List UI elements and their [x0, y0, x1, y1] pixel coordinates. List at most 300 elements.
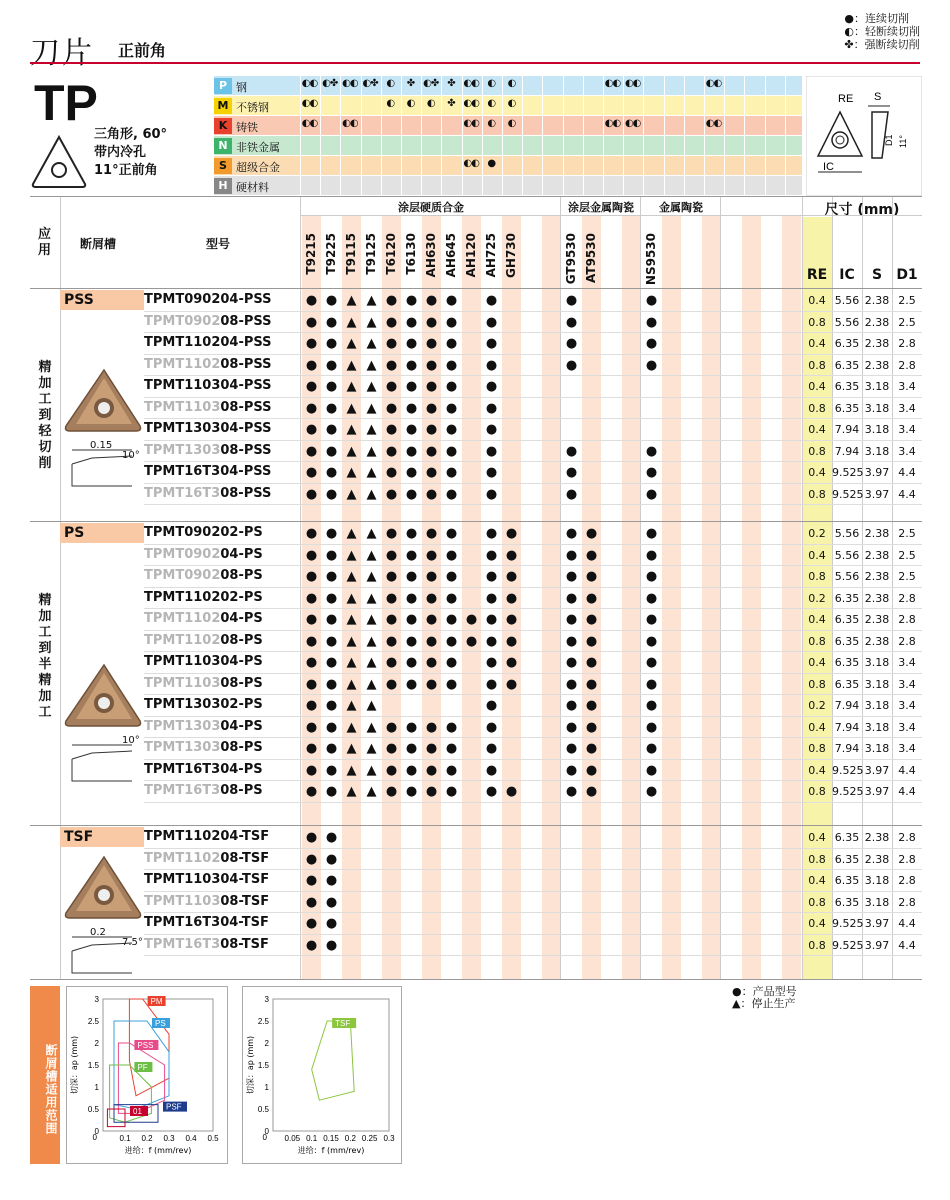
- available-mark: ●: [485, 698, 498, 713]
- available-mark: ●: [445, 569, 458, 584]
- y-tick-label: 0.5: [257, 1105, 269, 1114]
- discontinued-mark: ▲: [346, 676, 357, 692]
- available-mark: ●: [445, 357, 458, 373]
- dim-ic: 7.94: [834, 742, 860, 755]
- discontinued-mark: ▲: [346, 547, 357, 563]
- material-grid-line: [765, 76, 766, 95]
- x-origin-label: 0: [92, 1133, 97, 1142]
- dim-ic: 6.35: [834, 874, 860, 887]
- model-number: [144, 486, 271, 501]
- available-mark: ●: [645, 293, 658, 308]
- dim-ic: 6.35: [834, 613, 860, 626]
- dim-s: 2.38: [864, 337, 890, 350]
- material-grid-line: [643, 136, 644, 155]
- material-mark: ◐◐: [604, 118, 621, 129]
- chart-right-frame: [242, 986, 402, 1164]
- use-pss: 精加工到轻切削: [38, 360, 52, 471]
- material-grid-line: [684, 96, 685, 115]
- model-suffix: 08-PSS: [220, 399, 272, 415]
- column-divider: [60, 197, 61, 979]
- available-mark: ●: [305, 873, 318, 888]
- available-mark: ●: [485, 633, 498, 649]
- available-mark: ●: [385, 784, 398, 799]
- material-grid-line: [785, 116, 786, 135]
- material-grid-line: [563, 176, 564, 195]
- dim-ic: 9.525: [832, 466, 864, 479]
- discontinued-mark: ▲: [366, 357, 377, 373]
- available-mark: ●: [385, 762, 398, 778]
- dim-s: 2.38: [864, 613, 890, 626]
- available-mark: ●: [405, 379, 418, 394]
- row-rule: [144, 504, 922, 505]
- available-mark: ●: [645, 569, 658, 584]
- material-grid-line: [563, 116, 564, 135]
- available-mark: ●: [305, 894, 318, 910]
- available-mark: ●: [305, 830, 318, 845]
- grade-t9225: T9225: [324, 233, 338, 275]
- material-grid-line: [361, 136, 362, 155]
- dim-s: 3.97: [864, 763, 890, 777]
- material-mark: ◐◐: [624, 78, 641, 89]
- legend-product: ●：产品型号: [732, 985, 797, 998]
- material-grid-line: [704, 96, 705, 115]
- dim-re: 0.4: [808, 917, 826, 930]
- available-mark: ●: [505, 655, 518, 670]
- model-number: [144, 547, 263, 562]
- available-mark: ●: [405, 357, 418, 373]
- discontinued-mark: ▲: [346, 762, 357, 778]
- material-grid-line: [401, 176, 402, 195]
- material-mark: ◐◐: [705, 118, 722, 129]
- available-mark: ●: [305, 633, 318, 649]
- available-mark: ●: [425, 336, 438, 351]
- discontinued-mark: ▲: [346, 422, 357, 437]
- material-grid-line: [563, 136, 564, 155]
- available-mark: ●: [485, 784, 498, 799]
- desc-rake: 11°正前角: [94, 163, 158, 178]
- dim-diagram-d1-label: D1: [884, 134, 894, 146]
- material-grid-line: [482, 136, 483, 155]
- available-mark: ●: [645, 547, 658, 563]
- material-mark: ✤: [447, 98, 455, 109]
- available-mark: ●: [485, 526, 498, 541]
- material-code: N: [214, 138, 232, 154]
- available-mark: ●: [445, 379, 458, 394]
- dim-d1: 4.4: [898, 763, 916, 777]
- table-row: [144, 312, 922, 334]
- dim-diagram-ic-label: IC: [823, 161, 834, 173]
- available-mark: ●: [305, 314, 318, 330]
- material-grid-line: [563, 76, 564, 95]
- dim-d1: 3.4: [898, 742, 916, 755]
- insert-table: [30, 196, 922, 980]
- dim-re: 0.8: [808, 358, 826, 372]
- dim-re: 0.4: [808, 720, 826, 734]
- material-grid-line: [300, 156, 301, 175]
- available-mark: ●: [485, 655, 498, 670]
- available-mark: ●: [445, 784, 458, 799]
- material-grid-line: [320, 136, 321, 155]
- available-mark: ●: [485, 336, 498, 351]
- dim-s: 3.18: [864, 742, 890, 755]
- dim-re: 0.8: [808, 487, 826, 501]
- dim-s: 3.18: [864, 423, 890, 436]
- available-mark: ●: [425, 569, 438, 584]
- available-mark: ●: [645, 443, 658, 459]
- available-mark: ●: [645, 719, 658, 735]
- dim-s: 3.18: [864, 699, 890, 712]
- available-mark: ●: [645, 698, 658, 713]
- model-number: [144, 525, 263, 540]
- model-prefix: TPMT16T3: [144, 936, 221, 952]
- available-mark: ●: [445, 314, 458, 330]
- available-mark: ●: [445, 547, 458, 563]
- available-mark: ●: [325, 676, 338, 692]
- table-row: [144, 781, 922, 803]
- discontinued-mark: ▲: [346, 336, 357, 351]
- diagram-label: 7.5°: [122, 937, 143, 948]
- material-grid-line: [522, 116, 523, 135]
- material-mark: ◐: [487, 78, 496, 89]
- available-mark: ●: [385, 443, 398, 459]
- available-mark: ●: [505, 547, 518, 563]
- dim-d1: 3.4: [898, 720, 916, 734]
- discontinued-mark: ▲: [366, 526, 377, 541]
- available-mark: ●: [305, 400, 318, 416]
- dim-diagram-angle-label: 11°: [898, 135, 908, 148]
- model-suffix: 08-TSF: [220, 850, 270, 866]
- material-name: 超级合金: [236, 161, 280, 174]
- model-suffix: 08-PS: [220, 675, 263, 691]
- material-grid-line: [664, 156, 665, 175]
- model-prefix: TPMT090202-PS: [144, 525, 263, 540]
- available-mark: ●: [425, 719, 438, 735]
- material-grid-line: [441, 116, 442, 135]
- material-mark: ◐: [487, 118, 496, 129]
- model-suffix: 08-TSF: [220, 893, 270, 909]
- model-suffix: 08-PSS: [220, 313, 272, 329]
- available-mark: ●: [425, 547, 438, 563]
- available-mark: ●: [425, 422, 438, 437]
- model-number: [144, 937, 269, 952]
- available-mark: ●: [485, 741, 498, 756]
- available-mark: ●: [485, 314, 498, 330]
- material-grid-line: [441, 136, 442, 155]
- y-tick-label: 1.5: [257, 1061, 269, 1070]
- available-mark: ●: [325, 873, 338, 888]
- grade-t6120: T6120: [384, 233, 398, 275]
- dim-s: 3.97: [864, 487, 890, 501]
- table-row: [144, 631, 922, 653]
- available-mark: ●: [425, 465, 438, 480]
- discontinued-mark: ▲: [366, 698, 377, 713]
- cut-type-legend: [844, 12, 920, 51]
- available-mark: ●: [485, 293, 498, 308]
- series-label-ps: PS: [155, 1019, 166, 1028]
- available-mark: ●: [565, 293, 578, 308]
- dim-ic: 5.56: [834, 570, 860, 583]
- material-mark: ◐◐: [463, 78, 479, 89]
- discontinued-mark: ▲: [346, 293, 357, 308]
- material-grid-line: [361, 116, 362, 135]
- available-mark: ●: [425, 612, 438, 627]
- available-mark: ●: [325, 830, 338, 845]
- available-mark: ●: [305, 916, 318, 931]
- dim-s: 3.97: [864, 785, 890, 798]
- y-axis-label: 切深：ap (mm): [70, 1035, 79, 1095]
- table-row: [144, 674, 922, 696]
- available-mark: ●: [485, 379, 498, 394]
- material-mark: ◐: [487, 98, 496, 109]
- model-suffix: 08-PS: [220, 632, 263, 648]
- dim-d1: 3.4: [898, 444, 916, 458]
- available-mark: ●: [305, 676, 318, 692]
- available-mark: ●: [425, 676, 438, 692]
- series-label-01: 01: [133, 1107, 142, 1116]
- available-mark: ●: [645, 612, 658, 627]
- y-tick-label: 3: [264, 995, 269, 1004]
- dim-re: 0.8: [808, 677, 826, 691]
- available-mark: ●: [425, 379, 438, 394]
- diagram-label: 0.15: [90, 440, 113, 451]
- table-row: [144, 588, 922, 610]
- available-mark: ●: [565, 569, 578, 584]
- dim-ic: 6.35: [834, 677, 860, 691]
- available-mark: ●: [645, 486, 658, 502]
- available-mark: ●: [305, 719, 318, 735]
- available-mark: ●: [325, 400, 338, 416]
- model-number: [144, 654, 263, 669]
- section-rule: [30, 521, 922, 522]
- model-prefix: TPMT0902: [144, 568, 221, 583]
- dim-d1: 2.5: [898, 548, 916, 562]
- page-title: 刀片: [30, 36, 94, 71]
- available-mark: ●: [305, 422, 318, 437]
- dim-ic: 5.56: [834, 527, 860, 540]
- dim-ic: 7.94: [834, 423, 860, 436]
- x-tick-label: 0.25: [361, 1134, 378, 1143]
- available-mark: ●: [385, 336, 398, 351]
- available-mark: ●: [445, 762, 458, 778]
- model-number: [144, 292, 272, 307]
- dim-d1: 2.8: [898, 337, 916, 350]
- model-number: [144, 357, 272, 372]
- grade-ah645: AH645: [444, 233, 458, 278]
- table-row: [144, 892, 922, 914]
- material-grid-line: [421, 156, 422, 175]
- dim-col-re: RE: [806, 267, 828, 283]
- discontinued-mark: ▲: [366, 443, 377, 459]
- available-mark: ●: [325, 590, 338, 606]
- available-mark: ●: [425, 762, 438, 778]
- model-suffix: 08-PSS: [220, 485, 272, 501]
- material-grid-line: [704, 176, 705, 195]
- material-grid-line: [401, 156, 402, 175]
- model-number: [144, 762, 263, 777]
- dim-d1: 3.4: [898, 401, 916, 415]
- dim-re: 0.4: [808, 874, 826, 887]
- material-grid-line: [684, 176, 685, 195]
- chipbreaker-range-chart-1: [67, 987, 227, 1163]
- available-mark: ●: [405, 526, 418, 541]
- material-grid-line: [724, 156, 725, 175]
- available-mark: ●: [305, 851, 318, 867]
- x-tick-label: 0.15: [323, 1134, 339, 1143]
- material-code: P: [214, 78, 232, 94]
- insert-image-ps: [62, 663, 142, 793]
- available-mark: ●: [305, 612, 318, 627]
- material-mark: ◐: [507, 118, 516, 129]
- available-mark: ●: [565, 443, 578, 459]
- model-suffix: 08-PSS: [220, 442, 272, 458]
- dim-ic: 9.525: [832, 763, 864, 777]
- available-mark: ●: [405, 486, 418, 502]
- material-grid-line: [785, 76, 786, 95]
- discontinued-mark: ▲: [346, 698, 357, 713]
- material-mark: ◐◐: [604, 78, 621, 89]
- table-row: [144, 849, 922, 871]
- model-number: [144, 314, 272, 329]
- available-mark: ●: [425, 741, 438, 756]
- grade-at9530: AT9530: [584, 233, 598, 283]
- discontinued-mark: ▲: [346, 612, 357, 627]
- dim-re: 0.2: [808, 591, 826, 605]
- material-grid-line: [664, 96, 665, 115]
- material-row-k: [214, 116, 802, 136]
- available-mark: ●: [565, 612, 578, 627]
- available-mark: ●: [405, 612, 418, 627]
- available-mark: ●: [645, 655, 658, 670]
- dim-re: 0.8: [808, 444, 826, 458]
- material-grid-line: [704, 136, 705, 155]
- available-mark: ●: [405, 422, 418, 437]
- material-mark: ◐◐: [705, 78, 722, 89]
- dim-re: 0.4: [808, 613, 826, 626]
- material-grid-line: [542, 136, 543, 155]
- group-cermet: 金属陶瓷: [659, 201, 703, 214]
- discontinued-mark: ▲: [366, 336, 377, 351]
- discontinued-mark: ▲: [366, 569, 377, 584]
- x-tick-label: 0.3: [163, 1134, 175, 1143]
- available-mark: ●: [405, 314, 418, 330]
- available-mark: ●: [405, 655, 418, 670]
- available-mark: ●: [565, 719, 578, 735]
- dim-s: 3.97: [864, 917, 890, 930]
- material-mark: ◐◐: [301, 78, 318, 89]
- available-mark: ●: [465, 612, 478, 627]
- material-grid-line: [340, 96, 341, 115]
- available-mark: ●: [385, 719, 398, 735]
- available-mark: ●: [445, 633, 458, 649]
- dim-re: 0.8: [808, 315, 826, 329]
- material-grid-line: [320, 156, 321, 175]
- material-grid-line: [623, 176, 624, 195]
- dim-s: 2.38: [864, 294, 890, 307]
- available-mark: ●: [485, 465, 498, 480]
- dim-ic: 6.35: [834, 358, 860, 372]
- discontinued-mark: ▲: [346, 784, 357, 799]
- available-mark: ●: [645, 336, 658, 351]
- dim-d1: 2.8: [898, 634, 916, 648]
- table-row: [144, 609, 922, 631]
- dim-re: 0.4: [808, 337, 826, 350]
- available-mark: ●: [385, 676, 398, 692]
- discontinued-mark: ▲: [346, 357, 357, 373]
- desc-shape: 三角形, 60°: [94, 127, 168, 142]
- legend-discontinued: ▲：停止生产: [732, 997, 796, 1010]
- material-grid-line: [724, 76, 725, 95]
- model-prefix: TPMT1102: [144, 850, 221, 866]
- available-mark: ●: [385, 379, 398, 394]
- material-grid-line: [744, 136, 745, 155]
- available-mark: ●: [405, 336, 418, 351]
- discontinued-mark: ▲: [366, 293, 377, 308]
- available-mark: ●: [325, 465, 338, 480]
- material-grid-line: [684, 136, 685, 155]
- table-row: [144, 376, 922, 398]
- available-mark: ●: [425, 443, 438, 459]
- material-mark: ◐◐: [342, 78, 358, 89]
- model-prefix: TPMT110304-PS: [144, 654, 263, 669]
- available-mark: ●: [305, 741, 318, 756]
- available-mark: ●: [305, 526, 318, 541]
- discontinued-mark: ▲: [366, 486, 377, 502]
- model-prefix: TPMT130302-PS: [144, 697, 263, 712]
- dim-ic: 6.35: [834, 895, 860, 909]
- material-mark: ◐◐: [342, 118, 358, 129]
- dim-d1: 3.4: [898, 423, 916, 436]
- available-mark: ●: [505, 569, 518, 584]
- x-axis-label: 进给：f (mm/rev): [297, 1146, 365, 1155]
- material-grid-line: [583, 76, 584, 95]
- discontinued-mark: ▲: [346, 465, 357, 480]
- dim-re: 0.2: [808, 699, 826, 712]
- available-mark: ●: [645, 357, 658, 373]
- model-suffix: 08-TSF: [220, 936, 269, 952]
- available-mark: ●: [565, 698, 578, 713]
- available-mark: ●: [385, 486, 398, 502]
- table-row: [144, 935, 922, 957]
- group-coated-cermet: 涂层金属陶瓷: [568, 201, 634, 214]
- model-prefix: TPMT1303: [144, 740, 221, 755]
- group-header-rule: [300, 215, 922, 216]
- model-prefix: TPMT110204-TSF: [144, 829, 270, 844]
- model-number: [144, 915, 269, 930]
- available-mark: ●: [325, 698, 338, 713]
- material-mark: ◐: [406, 98, 415, 109]
- dim-re: 0.8: [808, 852, 826, 866]
- material-grid-line: [664, 136, 665, 155]
- available-mark: ●: [445, 526, 458, 541]
- available-mark: ●: [425, 633, 438, 649]
- y-tick-label: 1: [264, 1083, 269, 1092]
- x-tick-label: 0.05: [284, 1134, 301, 1143]
- dim-s: 2.38: [864, 527, 890, 540]
- discontinued-mark: ▲: [366, 422, 377, 437]
- available-mark: ●: [405, 443, 418, 459]
- discontinued-mark: ▲: [366, 784, 377, 799]
- model-number: [144, 740, 263, 755]
- dim-ic: 6.35: [834, 852, 860, 866]
- available-mark: ●: [505, 590, 518, 606]
- available-mark: ●: [305, 762, 318, 778]
- material-mark: ◐◐: [463, 158, 479, 169]
- dim-re: 0.8: [808, 570, 826, 583]
- model-prefix: TPMT0902: [144, 546, 221, 562]
- dim-ic: 6.35: [834, 401, 860, 415]
- table-row: [144, 462, 922, 484]
- material-row-m: [214, 96, 802, 116]
